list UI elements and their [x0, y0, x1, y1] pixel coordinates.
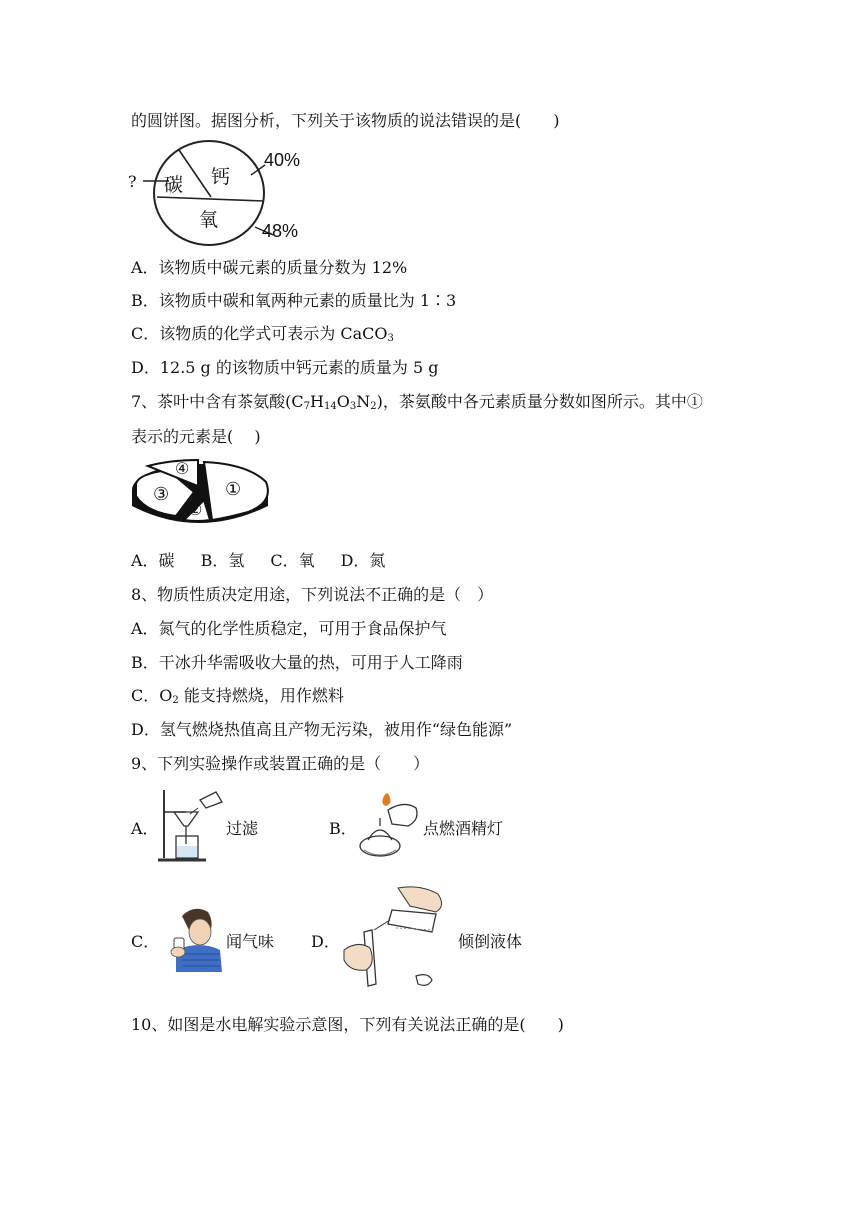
- q9-c-letter: C．: [131, 932, 160, 951]
- q7-pie-label-1: ①: [225, 479, 242, 500]
- q8-stem: 8、物质性质决定用途，下列说法不正确的是（ ）: [131, 585, 494, 604]
- q8-option-c-sub: 2: [172, 695, 179, 706]
- q7-option-b: B．氢: [200, 551, 245, 570]
- q10-stem: 10、如图是水电解实验示意图，下列有关说法正确的是( ): [131, 1015, 564, 1034]
- q8-option-d: D．氢气燃烧热值高且产物无污染，被用作“绿色能源”: [131, 720, 513, 739]
- q6-pie-pct-o: 48%: [262, 221, 299, 241]
- q6-pie-oxygen: 氧: [199, 209, 219, 231]
- q9-b-text: 点燃酒精灯: [423, 819, 504, 838]
- q8-option-c-post: 能支持燃烧，用作燃料: [178, 686, 344, 705]
- q6-pie-unknown: ?: [128, 172, 137, 191]
- q7-option-c: C．氧: [270, 551, 315, 570]
- q7-pie-chart: [128, 456, 274, 540]
- q7-pie-label-4: ④: [175, 459, 190, 478]
- q7-option-d: D．氮: [340, 551, 386, 570]
- alcohol-lamp-image: [354, 790, 422, 862]
- q9-stem: 9、下列实验操作或装置正确的是（ ）: [131, 754, 430, 773]
- q6-option-b: B．该物质中碳和氧两种元素的质量比为 1∶3: [131, 291, 457, 310]
- pouring-liquid-image: [340, 880, 456, 992]
- q7-formula-sub: 7: [303, 401, 311, 412]
- q6-pie-carbon: 碳: [164, 174, 184, 196]
- q7-pie-label-2: ②: [188, 500, 203, 519]
- q6-option-c-text: C．该物质的化学式可表示为 CaCO: [131, 324, 388, 343]
- q6-pie-calcium: 钙: [211, 166, 231, 188]
- q7-formula-sub: 3: [349, 401, 357, 412]
- q8-option-c-pre: C．O: [131, 686, 173, 705]
- q7-formula-sub: 14: [324, 401, 337, 412]
- q9-b-letter: B．: [329, 819, 357, 838]
- q7-options: [131, 550, 385, 572]
- q6-pie-pct-ca: 40%: [264, 150, 301, 170]
- q7-stem-line1: [131, 391, 703, 418]
- q7-pie-label-3: ③: [153, 484, 170, 505]
- q7-option-a: A．碳: [131, 551, 175, 570]
- q6-option-c-sub: 3: [387, 333, 394, 344]
- filtration-apparatus-image: [156, 786, 224, 864]
- q6-stem: 的圆饼图。据图分析，下列关于该物质的说法错误的是( ): [131, 111, 560, 130]
- q6-option-d: D．12.5 g 的该物质中钙元素的质量为 5 g: [131, 358, 439, 377]
- q6-option-a: A．该物质中碳元素的质量分数为 12%: [131, 258, 408, 277]
- q7-formula-el: O: [336, 392, 350, 411]
- q8-option-b: B．干冰升华需吸收大量的热，可用于人工降雨: [131, 653, 463, 672]
- q9-c-text: 闻气味: [226, 932, 275, 951]
- q8-option-a: A．氮气的化学性质稳定，可用于食品保护气: [131, 619, 447, 638]
- q6-option-c: [131, 323, 394, 350]
- q7-stem-a: 7、茶叶中含有茶氨酸(C: [131, 392, 304, 411]
- q7-formula-el: H: [310, 392, 324, 411]
- q9-d-letter: D．: [311, 932, 340, 951]
- smell-gas-person-image: [160, 902, 226, 974]
- q9-a-text: 过滤: [226, 819, 259, 838]
- q7-formula-el: N: [356, 392, 371, 411]
- q9-d-text: 倾倒液体: [458, 932, 523, 951]
- q7-stem-line2: 表示的元素是( ): [131, 427, 261, 446]
- q9-a-letter: A．: [131, 819, 159, 838]
- q7-stem-b: )，茶氨酸中各元素质量分数如图所示。其中①: [376, 392, 703, 411]
- q7-formula-sub: 2: [370, 401, 377, 412]
- q8-option-c: [131, 685, 344, 712]
